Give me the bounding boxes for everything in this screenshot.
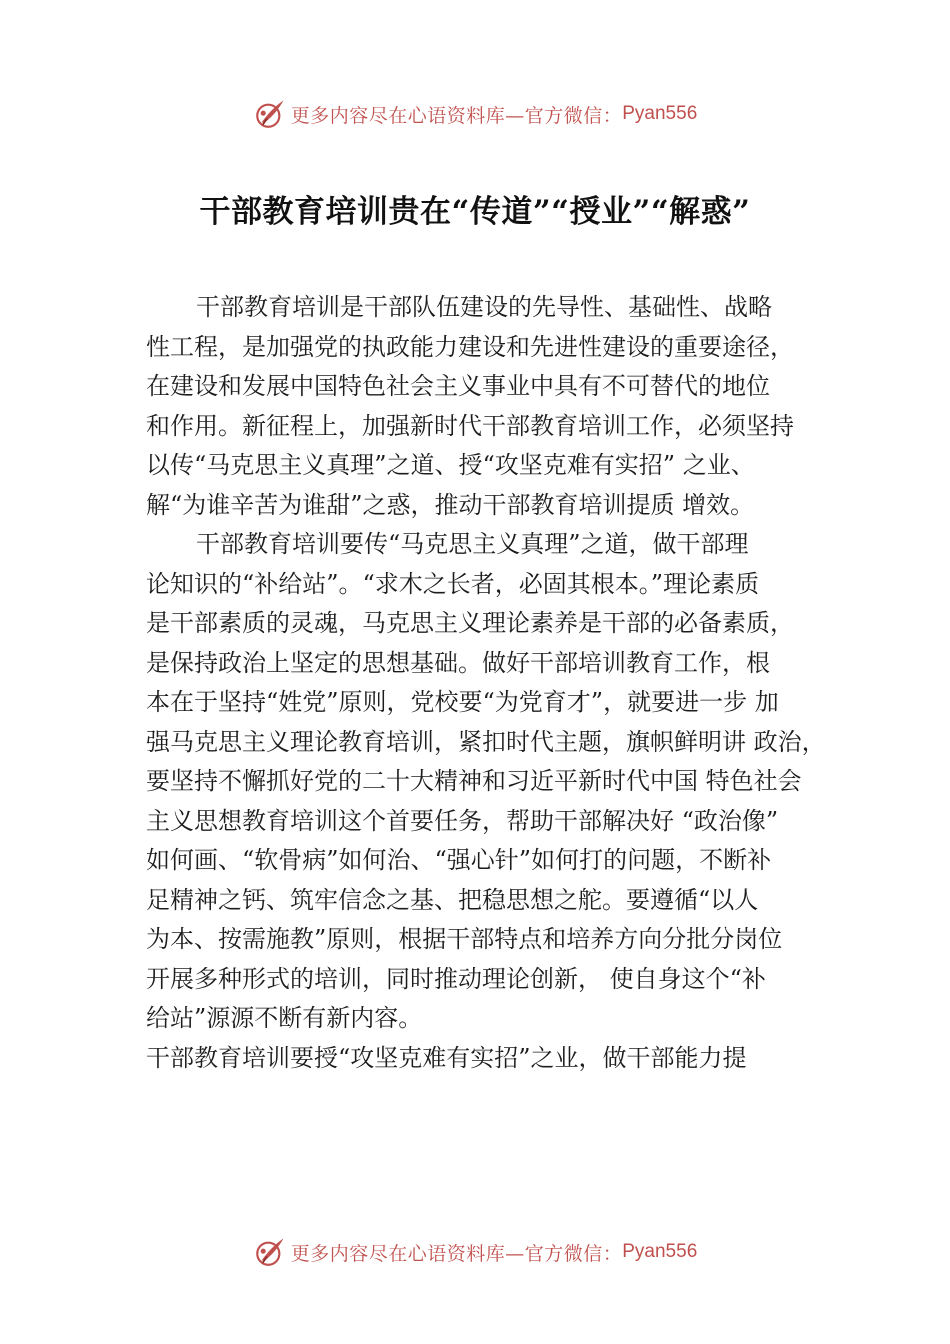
text-line: 干部教育培训要传“马克思主义真理”之道，做干部理 (196, 530, 749, 558)
text-line: 在建设和发展中国特色社会主义事业中具有不可替代的地位 (146, 372, 770, 400)
banner-text: 更多内容尽在心语资料库—官方微信： (290, 104, 623, 127)
banner-text: 更多内容尽在心语资料库—官方微信： (290, 1242, 623, 1265)
text-line: 开展多种形式的培训，同时推动理论创新， 使自身这个“补 (146, 964, 766, 993)
text-line: 足精神之钙、筑牢信念之基、把稳思想之舵。要遵循“以人 (146, 885, 759, 914)
quill-logo-icon (253, 97, 287, 131)
body-text (146, 288, 846, 1078)
header-banner (0, 94, 950, 134)
text-line: 给站”源源不断有新内容。 (146, 1004, 423, 1032)
text-line: 和作用。新征程上，加强新时代干部教育培训工作，必须坚持 (146, 411, 794, 440)
page-title: 干部教育培训贵在“传道”“授业”“解惑” (199, 194, 751, 230)
text-line: 主义思想教育培训这个首要任务，帮助干部解决好 “政治像” (146, 806, 779, 835)
quill-logo-icon (253, 1235, 287, 1269)
text-line: 要坚持不懈抓好党的二十大精神和习近平新时代中国 特色社会 (146, 767, 802, 795)
banner-wechat-id: Pyan556 (622, 103, 698, 124)
text-line: 是干部素质的灵魂，马克思主义理论素养是干部的必备素质， (146, 609, 794, 637)
text-line: 干部教育培训要授“攻坚克难有实招”之业，做干部能力提 (146, 1043, 747, 1072)
text-line: 论知识的“补给站”。“求木之长者，必固其根本。”理论素质 (146, 569, 760, 598)
text-line: 如何画、“软骨病”如何治、“强心针”如何打的问题，不断补 (146, 846, 772, 874)
text-line: 干部教育培训是干部队伍建设的先导性、基础性、战略 (196, 293, 772, 321)
text-line: 本在于坚持“姓党”原则，党校要“为党育才”，就要进一步 加 (146, 688, 779, 716)
footer-banner (0, 1232, 950, 1272)
text-line: 为本、按需施教”原则，根据干部特点和培养方向分批分岗位 (146, 925, 783, 953)
text-line: 解“为谁辛苦为谁甜”之惑，推动干部教育培训提质 增效。 (146, 490, 755, 519)
text-line: 强马克思主义理论教育培训，紧扣时代主题，旗帜鲜明讲 政治， (146, 727, 826, 756)
text-line: 性工程，是加强党的执政能力建设和先进性建设的重要途径， (146, 332, 794, 361)
text-line: 以传“马克思主义真理”之道、授“攻坚克难有实招” 之业、 (146, 451, 755, 479)
text-line: 是保持政治上坚定的思想基础。做好干部培训教育工作，根 (146, 648, 770, 677)
banner-wechat-id: Pyan556 (622, 1241, 698, 1262)
